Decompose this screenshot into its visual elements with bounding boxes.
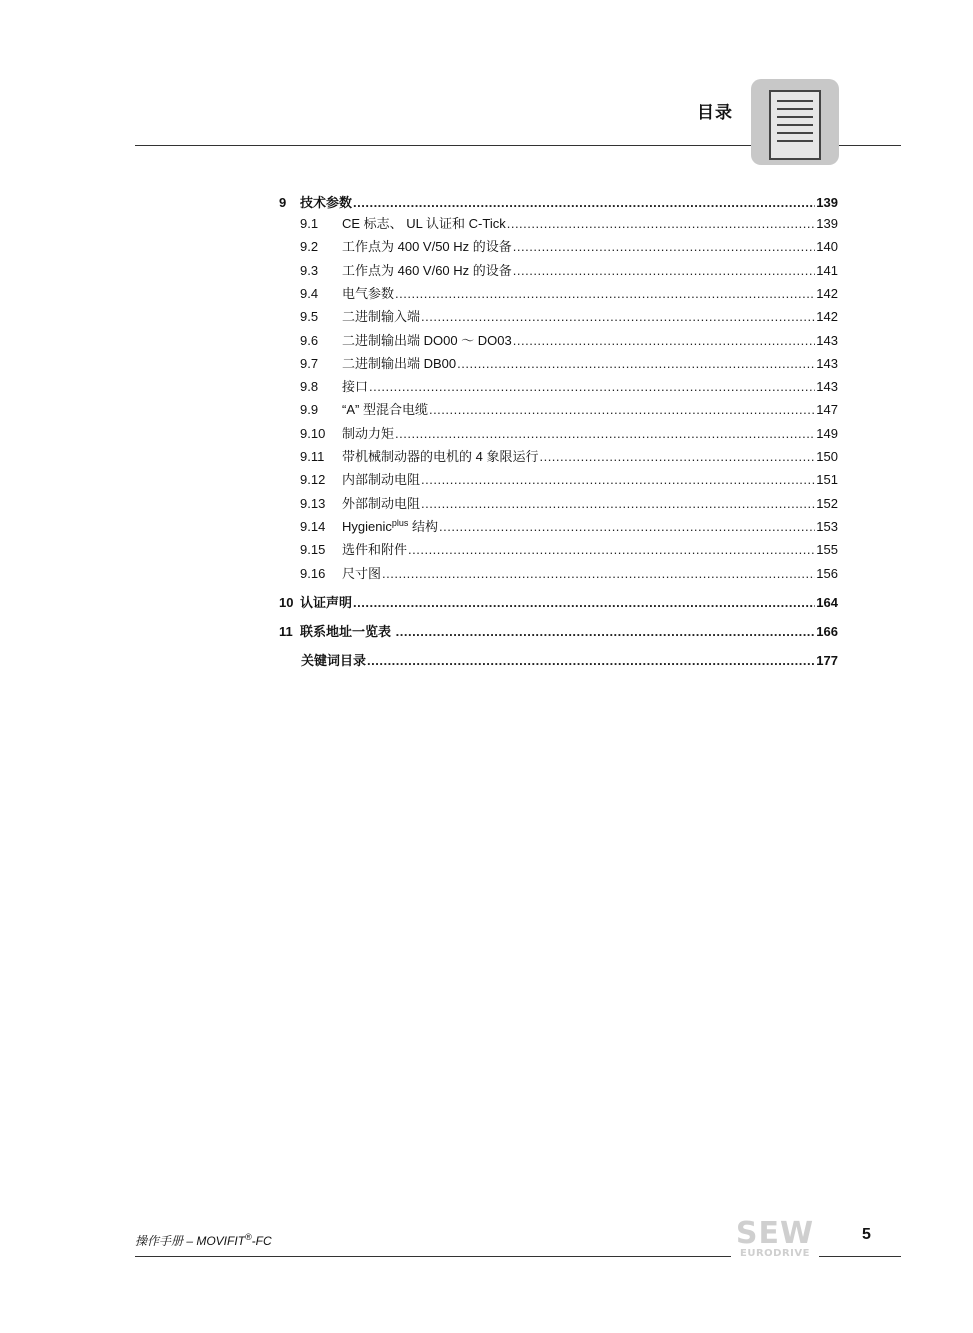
toc-title: 尺寸图: [342, 566, 382, 581]
toc-number: 9.14: [300, 519, 326, 534]
toc-leader-dots: [408, 541, 815, 559]
toc-leader-dots: [395, 285, 815, 303]
toc-section-9-14[interactable]: [300, 518, 838, 536]
toc-number: 9.7: [300, 356, 319, 371]
page-number: 5: [862, 1226, 871, 1243]
toc-number: 9.16: [300, 566, 326, 581]
toc-chapter-11[interactable]: [279, 623, 838, 641]
toc-number: 9.6: [300, 333, 319, 348]
toc-keyword-index[interactable]: [301, 652, 838, 670]
toc-title-superscript: plus: [391, 518, 409, 528]
toc-page: 142: [816, 309, 838, 324]
toc-number: 9.12: [300, 472, 326, 487]
logo-wordmark: SEW: [735, 1216, 815, 1251]
toc-number: 9.4: [300, 286, 319, 301]
toc-title: 外部制动电阻: [342, 496, 421, 511]
toc-section-9-12[interactable]: [300, 471, 838, 489]
toc-leader-dots: [439, 518, 815, 536]
footer-text-suffix: -FC: [251, 1234, 272, 1248]
toc-number: 9.2: [300, 239, 319, 254]
page-header-title: 目录: [697, 103, 733, 122]
toc-title: 联系地址一览表: [300, 624, 395, 639]
toc-title: 认证声明: [300, 595, 353, 610]
toc-section-9-9[interactable]: [300, 401, 838, 419]
footer-document-title: [135, 1232, 272, 1249]
toc-section-9-16[interactable]: [300, 565, 838, 583]
toc-leader-dots: [421, 308, 815, 326]
toc-title-rest: 结构: [408, 519, 438, 534]
toc-leader-dots: [513, 332, 816, 350]
toc-section-9-7[interactable]: [300, 355, 838, 373]
toc-page: 177: [816, 653, 838, 668]
toc-title: 二进制输入端: [342, 309, 421, 324]
toc-page: 141: [816, 263, 838, 278]
toc-number: 9.3: [300, 263, 319, 278]
toc-section-9-2[interactable]: [300, 238, 838, 256]
toc-leader-dots: [353, 594, 815, 612]
toc-title: 选件和附件: [342, 542, 408, 557]
toc-leader-dots: [369, 378, 815, 396]
toc-title: 关键词目录: [301, 653, 367, 668]
toc-title: 技术参数: [300, 195, 353, 210]
toc-leader-dots: [429, 401, 815, 419]
toc-title: 内部制动电阻: [342, 472, 421, 487]
toc-page: 143: [816, 356, 838, 371]
toc-leader-dots: [457, 355, 815, 373]
toc-title: CE 标志、 UL 认证和 C-Tick: [342, 216, 506, 231]
toc-title: 工作点为 460 V/60 Hz 的设备: [342, 263, 512, 278]
toc-section-9-3[interactable]: [300, 262, 838, 280]
toc-title-main: Hygienic: [342, 519, 392, 534]
toc-page: 156: [816, 566, 838, 581]
toc-leader-dots: [513, 238, 816, 256]
toc-number: 11: [279, 624, 293, 639]
toc-number: 9.10: [300, 426, 326, 441]
toc-page: 139: [816, 216, 838, 231]
toc-page: 153: [816, 519, 838, 534]
footer-registered-mark: ®: [245, 1232, 252, 1242]
toc-page: 143: [816, 333, 838, 348]
toc-section-9-4[interactable]: [300, 285, 838, 303]
toc-page: 140: [816, 239, 838, 254]
toc-page: 150: [816, 449, 838, 464]
toc-page: 147: [816, 402, 838, 417]
toc-number: 9.11: [300, 449, 325, 464]
toc-number: 10: [279, 595, 294, 610]
toc-page: 164: [816, 595, 838, 610]
toc-section-9-15[interactable]: [300, 541, 838, 559]
toc-leader-dots: [396, 623, 816, 641]
toc-leader-dots: [421, 471, 815, 489]
toc-title: [342, 518, 438, 536]
toc-section-9-6[interactable]: [300, 332, 838, 350]
toc-page: 143: [816, 379, 838, 394]
toc-section-9-8[interactable]: [300, 378, 838, 396]
toc-page: 166: [816, 624, 838, 639]
toc-title: 二进制输出端 DO00 ～ DO03: [342, 333, 512, 348]
toc-page: 155: [816, 542, 838, 557]
toc-leader-dots: [539, 448, 815, 466]
toc-chapter-10[interactable]: [279, 594, 838, 612]
toc-page: 142: [816, 286, 838, 301]
toc-title: 带机械制动器的电机的 4 象限运行: [342, 449, 539, 464]
toc-title: 制动力矩: [342, 426, 395, 441]
toc-leader-dots: [395, 425, 815, 443]
toc-title: 工作点为 400 V/50 Hz 的设备: [342, 239, 512, 254]
toc-chapter-9[interactable]: [279, 194, 838, 212]
toc-leader-dots: [513, 262, 816, 280]
toc-leader-dots: [367, 652, 815, 670]
toc-leader-dots: [353, 194, 815, 212]
sew-eurodrive-logo: [731, 1216, 819, 1264]
toc-section-9-1[interactable]: [300, 215, 838, 233]
toc-number: 9.13: [300, 496, 326, 511]
toc-section-9-10[interactable]: [300, 425, 838, 443]
toc-section-9-13[interactable]: [300, 495, 838, 513]
toc-page: 149: [816, 426, 838, 441]
footer-text-prefix: 操作手册 – MOVIFIT: [135, 1234, 246, 1248]
toc-leader-dots: [421, 495, 815, 513]
toc-number: 9.15: [300, 542, 326, 557]
toc-number: 9.9: [300, 402, 319, 417]
toc-page: 151: [816, 472, 838, 487]
toc-section-9-5[interactable]: [300, 308, 838, 326]
toc-number: 9: [279, 195, 287, 210]
toc-number: 9.8: [300, 379, 319, 394]
toc-title: “A” 型混合电缆: [342, 402, 428, 417]
toc-leader-dots: [382, 565, 815, 583]
document-lines-icon: [751, 79, 839, 165]
logo-subtext: EURODRIVE: [740, 1248, 810, 1259]
toc-number: 9.1: [300, 216, 319, 231]
toc-title: 二进制输出端 DB00: [342, 356, 457, 371]
toc-section-9-11[interactable]: [300, 448, 838, 466]
toc-number: 9.5: [300, 309, 319, 324]
toc-title: 电气参数: [342, 286, 395, 301]
toc-page: 139: [816, 195, 838, 210]
toc-page: 152: [816, 496, 838, 511]
toc-leader-dots: [507, 215, 816, 233]
toc-title: 接口: [342, 379, 369, 394]
